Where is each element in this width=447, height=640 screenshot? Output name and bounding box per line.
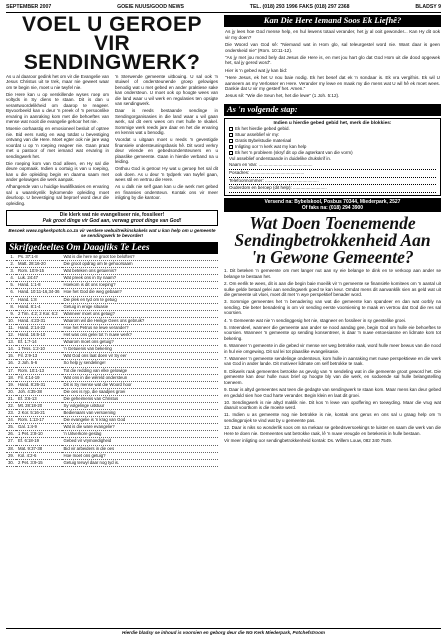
schedule-topic: Wat God ons laat doen vir Sy eer	[62, 353, 219, 360]
schedule-day: 18.	[6, 374, 16, 381]
schedule-row	[6, 339, 218, 346]
form-option[interactable]: Inligting oor 'n kerk wat my kan help	[229, 144, 436, 150]
schedule-topic: Gebed vir vrymoedigheid	[62, 438, 219, 445]
checkbox-icon[interactable]	[229, 145, 233, 149]
schedule-reference: Rom. 10:9-15	[16, 268, 62, 275]
paragraph: 'n Sterwende gemeente uitbouing. U sal ook 'n stuiwel of ondersteunende groep gelowiges benodig wat u met gebed en ander praktiese sake kan ondersteun. U moet ook op hoogte wees van die land waar u wil werk en regulasies ten opsigte van sendingwerk.	[115, 74, 218, 107]
schedule-reference: 2 Pet. 3:9-15	[16, 459, 62, 466]
paragraph: Die roeping kom van God alleen, en Hy sal die deure oopmaak. Indien u oortuig is van u roeping, kan u die opleiding begin en daarna saam met ander gelowiges die werk aanpak.	[6, 160, 109, 183]
schedule-day: 12.	[6, 332, 16, 339]
paragraph: 10. Sendingwerk is nie altyd maklik nie. Dit kos 'n lewe van opoffering en toewyding. Maar die vrug wat daaruit voortkom is die moeite werd.	[224, 399, 441, 411]
schedule-topic: Hoe moet ons getuig?	[62, 452, 219, 459]
schedule-topic: Het was ons gelei tot 'n nuwe werk?	[62, 332, 219, 339]
schedule-reference: Ps. 37:1-8	[16, 254, 62, 261]
paragraph: Voordat u uitgaan moet u reeds 'n gevestigde finansiele ondersteuningsbasis hê. Dit word verkry deur vriende en gebedsondersteuners en u plaaslike gemeente. Gaan in hierdie verband na u leiding.	[115, 137, 218, 165]
paragraph: Afhangende van u huidige kwalifikasies en ervaring sal u waarskynlik bykomende opleiding moet deurloop. U bevestiging sal beproef word deur die opleiding.	[6, 184, 109, 206]
header-date: SEPTEMBER 2007	[6, 4, 52, 10]
schedule-reference: Mt. 28:18-20	[16, 402, 62, 409]
article2-title-line3: 'n Gewone Gemeente?	[251, 247, 414, 268]
schedule-topic: So help jy sendelinge!	[62, 360, 219, 367]
schedule-day: 25.	[6, 424, 16, 431]
schedule-row	[6, 254, 218, 261]
schedule-topic: Bedienaars van versoening	[62, 410, 219, 417]
schedule-reference: Hand. 16:6-10	[16, 332, 62, 339]
schedule-day: 1.	[6, 254, 16, 261]
schedule-reference: 2 Joh. 5-6	[16, 360, 62, 367]
article2-title-line2: Sendingbetrokkenheid Aan	[234, 230, 431, 251]
schedule-day: 26.	[6, 431, 16, 438]
paragraph: Hier is 'n gebed wat jy kan bid:	[225, 67, 288, 73]
schedule-row	[6, 346, 218, 353]
schedule-row	[6, 310, 218, 317]
schedule-day: 5.	[6, 282, 16, 289]
schedule-day: 21.	[6, 395, 16, 402]
schedule-reference: Joh. 4:35-38	[16, 388, 62, 395]
schedule-reference: Ef. 1:7-14	[16, 339, 62, 346]
schedule-row	[6, 360, 218, 367]
paragraph: 3. Sommige gemeentes het 'n benadering van wat die gemeente kan spandeer en dan wat oorbly na sending. Die beter benadering is om vir sending eerste voorsiening te maak en vertrou dat God die res sal voorsien.	[224, 299, 441, 316]
schedule-topic: Wat is die ware evangelie?	[62, 424, 219, 431]
form-title: Indien u hierdie gebed gebid het, merk die blokkies:	[273, 120, 392, 126]
schedule-topic: 'n Uitverkore geslag	[62, 431, 219, 438]
schedule-reference: Luk. 24:47	[16, 275, 62, 282]
schedule-row	[6, 332, 218, 339]
schedule-row	[6, 381, 218, 388]
form-option[interactable]: Stuur asseblief vir my:	[229, 132, 436, 138]
paragraph: 4. 'n Gemeente wat nie 'n sendinggesig het nie, stagneer en fossileer in sy geestelike groei.	[224, 317, 407, 323]
schedule-day: 2.	[6, 261, 16, 268]
form-option[interactable]: Ek het 'n probleem (skryf dit op die agterkant van die vorm)	[229, 150, 436, 156]
header-page-number: BLADSY 9	[415, 4, 441, 10]
schedule-topic: Hoekom is dit ons roeping?	[62, 282, 219, 289]
checkbox-icon[interactable]	[229, 127, 233, 131]
article2-body	[224, 268, 441, 443]
schedule-day: 9.	[6, 310, 16, 317]
response-form	[224, 118, 441, 196]
paragraph: 1. Dit beteken 'n gemeente om met langer nut aan sy eie belange te dink en te verkoop aan ander se belange te bestaan het.	[224, 268, 441, 279]
article-body	[6, 74, 218, 208]
paragraph: Jesus sê: "Wie die Seun het, het die lewe" (1 Joh. 5:12).	[225, 93, 340, 99]
schedule-day: 22.	[6, 402, 16, 409]
quote-box	[6, 210, 218, 226]
content-columns	[6, 15, 441, 627]
form-field-address[interactable]: Posadres: ...........................................	[229, 170, 436, 178]
schedule-row	[6, 388, 218, 395]
header-contact: TEL. (018) 293 1996 FAKS (018) 297 2368	[249, 4, 350, 10]
article-col-2	[115, 74, 218, 208]
schedule-reference: Rom. 10:1-13	[16, 367, 62, 374]
prayer-text	[224, 27, 441, 103]
article-title-line1: VOEL U GEROEP	[22, 13, 202, 36]
schedule-reference: Hand. 8:1-4	[16, 303, 62, 310]
schedule-topic: Sy volgelinge uitstuur	[62, 402, 219, 409]
schedule-row	[6, 275, 218, 282]
schedule-row	[6, 367, 218, 374]
schedule-day: 19.	[6, 381, 16, 388]
schedule-topic: Bid vir arbeiders in die oes	[62, 445, 219, 452]
schedule-reference: 2 Tim. 4:2; 2 Kor. 6:2	[16, 310, 62, 317]
schedule-row	[6, 268, 218, 275]
form-field-age[interactable]: Ouderdom en beroep (dit help): ...........................	[229, 185, 436, 193]
schedule-row	[6, 282, 218, 289]
schedule-row	[6, 459, 218, 466]
schedule-topic: Die geheimenis van Christus	[62, 395, 219, 402]
schedule-day: 16.	[6, 360, 16, 367]
schedule-reference: Hand. 1:1-8	[16, 282, 62, 289]
page-footer: Hierdie bladsy se inhoud is voorsien en geborg deur die NG Kerk Miederpark, Potchefstroom	[6, 628, 441, 636]
schedule-topic: Die evangelie is 'n krag van God	[62, 417, 219, 424]
form-option[interactable]: Ek het hierdie gebed gebid.	[229, 126, 436, 132]
next-step-banner: As 'n volgende stap:	[224, 104, 441, 116]
schedule-reference: Hand. 8:26-31	[16, 381, 62, 388]
schedule-row	[6, 410, 218, 417]
schedule-topic: Die oes is ryp, die saadjies groei	[62, 388, 219, 395]
paragraph: 5. Inteendeel, wanneer die gemeente aan ander se nood aandag gee, begin God om hulle eie behoeftes te voorsien. Wanneer 'n gemeente op sending konsentreer, is daar 'n nuwe entoesiasme en lidmate kom tot bekering.	[224, 324, 441, 341]
schedule-row	[6, 395, 218, 402]
schedule-reference: 2 Kor. 5:16-21	[16, 410, 62, 417]
paragraph: 12. Daar is niks so wonderlik soos om na mekaar se gebedsversoekings te luister en saam die werk van die Here te doen nie. Gemeentes wat betrokke raak, lê 'n nuwe vreugde en betekenis in hulle bestaan.	[224, 425, 441, 436]
paragraph: Moenie oorhaastig en emosioneel besluit of optree nie. Bid eers rustig en wag totdat u bevestiging ontvang van die Here. Moet egter ook nie jare wag voordat u op 'n roeping reageer nie. Gaan praat met u pastoor of met iemand wat ervaring in sendingwerk het.	[6, 126, 109, 159]
paragraph: Daar is reeds bestaande sendinge in Sendingorganisasies in die land waar u wil gaan werk, sal dit eers wees om met hulle te skakel. Sommige werk reeds jare daar en het die ervaring en kennis wat u benodig.	[115, 108, 218, 136]
paragraph: "Here Jesus, ek het U nou baie nodig. Ek het besef dat ek 'n sondaar is. Ek vra vergifnis. Ek wil U aanneem as my Verlosser en Here. Verander my lewe en maak my die mens wat U wil hê ek moet wees. Dankie dat U vir my gesterf het. Amen."	[225, 74, 440, 92]
article-title-line2: VIR SENDINGWERK?	[23, 32, 201, 74]
schedule-reference: Hand. 1:8	[16, 296, 62, 303]
paragraph: 9. Daar is altyd gemeentes wat teen die gedagte van sendingwerk te staan kom. Maar mens kan deur gebed en geduld sien hoe God harte verander. Begin klein en laat dit groei.	[224, 386, 441, 398]
schedule-reference: Hand. 2:14-22	[16, 324, 62, 331]
paragraph: 8. Dikwels raak gemeentes betrokke as gevolg van 'n sendeling wat in die gemeente groot geword het. Die gemeente kan deur hulle nuus brief op hoogte bly van die werk, en sodoende sal hulle belangstelling toeneem.	[224, 368, 441, 385]
paragraph: As u al daaroor gedink het om vir die Evangelie van Jesus Christus uit te trek, maar nie geweet waar om te begin nie, moet u nie twyfel nie.	[6, 74, 109, 90]
form-note: Vul asseblief onderstaande in duidelike drukskrif in.	[229, 156, 332, 162]
schedule-reference: Gal. 1:4-9	[16, 424, 62, 431]
form-field-phone[interactable]: Telefoonnommer: ...........................................	[229, 178, 436, 186]
schedule-row	[6, 317, 218, 324]
form-option[interactable]: Gratis Bybelstudie materiaal	[229, 138, 436, 144]
schedule-day: 8.	[6, 303, 16, 310]
newsletter-page	[6, 4, 441, 636]
left-column	[6, 15, 218, 627]
schedule-row	[6, 289, 218, 296]
right-column	[224, 15, 441, 627]
schedule-row	[6, 374, 218, 381]
paragraph: "As jy met jou mond bely dat Jesus die Here is, en met jou hart glo dat God Hom uit die dood opgewek het, sal jy gered word".	[225, 54, 440, 66]
schedule-row	[6, 303, 218, 310]
schedule-day: 17.	[6, 367, 16, 374]
schedule-row	[6, 402, 218, 409]
send-line-1: Versend na: Bybelskool, Posbus 70344, Miederpark, 2527	[264, 198, 401, 205]
schedule-row	[6, 417, 218, 424]
schedule-topic: Dit is Sy mense wat die Woord hoor	[62, 381, 219, 388]
schedule-day: 15.	[6, 353, 16, 360]
schedule-row	[6, 438, 218, 445]
paragraph: 7. Wanneer 'n gemeente sendelinge ondersteun, kom hulle in aanraking met nuwe perspektiewe en die werk van God in ander lande. Dit motiveer lidmate om self betrokke te raak.	[224, 355, 441, 367]
schedule-day: 30.	[6, 459, 16, 466]
schedule-reference: Fil. 2:9-13	[16, 353, 62, 360]
schedule-topic: Hoe het God die weg gebaan?	[62, 289, 219, 296]
quote-line-1: Die klerk wat nie evangeliseer nie, fossileer!	[59, 211, 165, 218]
schedule-row	[6, 324, 218, 331]
schedule-topic: 'n Getuienis van bekering	[62, 346, 219, 353]
schedule-title: Skrifgedeeltes Om Daagliks Te Lees	[6, 242, 218, 254]
reading-schedule	[6, 254, 218, 467]
paragraph: Die Woord van God sê: "Niemand wat in Hom glo, sal teleurgestel word nie. Want daar is geen onderskeid nie" (Rom. 10:11-12).	[225, 41, 440, 53]
schedule-day: 7.	[6, 296, 16, 303]
schedule-day: 6.	[6, 289, 16, 296]
schedule-reference: Mat. 9:37-38	[16, 445, 62, 452]
form-field-name[interactable]: Naam en Van: ...........................................	[229, 162, 436, 170]
schedule-topic: Getuig in enige situasie	[62, 303, 219, 310]
paragraph: Die Here kan u op verskillende wyses roep om voltyds in Sy diens te staan. Dit is dan u verantwoordelikheid om daarop te reageer. Byvoorbeeld kan u deur 'n preek of 'n persoonlike ervaring in aanraking kom met die behoeftes van mense wat nooit die evangelie gehoor het nie.	[6, 91, 109, 125]
schedule-day: 20.	[6, 388, 16, 395]
schedule-topic: Tot die redding van elke gelowige	[62, 367, 219, 374]
schedule-day: 4.	[6, 275, 16, 282]
paragraph: As jy lees hoe God mense help, en hul lewens totaal verander, het jy al ooit gewonder... Kan Hy dit ook vir my doen?	[225, 29, 440, 40]
paragraph: 6. Wanneer 'n gemeente in die gebed vir mense ver weg betrokke raak, word hulle meer bewus van die nood in hul eie omgewing. Dit sal lei tot plaaslike evangelisasie.	[224, 343, 441, 354]
checkbox-icon[interactable]	[229, 139, 233, 143]
schedule-day: 3.	[6, 268, 16, 275]
schedule-topic: Wat beteken ons getuienis?	[62, 268, 219, 275]
schedule-day: 10.	[6, 317, 16, 324]
schedule-topic: Wanneer moet ons getuig?	[62, 310, 219, 317]
schedule-reference: Hand. 10:11-16,34-36	[18, 289, 60, 295]
schedule-row	[6, 445, 218, 452]
schedule-topic: Waarom moet ons getuig?	[62, 339, 219, 346]
schedule-reference: Kol. 4:2-6	[16, 452, 62, 459]
schedule-topic: Wat ons in die wêreld ondersteun	[62, 374, 219, 381]
schedule-reference: 1 Pet. 2:8-10	[16, 431, 62, 438]
schedule-day: 14.	[6, 346, 16, 353]
send-line-2: Of faks na: (018) 294 3900	[301, 204, 364, 211]
paragraph: 2. Om eerlik te wees, dit is aan die begin baie moeilik vir 'n gemeente se finansiële komitees om 'n aantal uit sulke gelde betaal gelei aan sendingwerk goed te kan keur. Omdat mens dit aanvanklik sien as geld wat uit die gemeente uit vloei, moet dit met 'n wye perspektief benader word.	[224, 280, 441, 298]
paragraph: As u dalk nie self gaan kan u die werk met gebed en finansies ondersteun. Kontak ons vir meer inligting by die kantoor.	[115, 184, 218, 201]
checkbox-icon[interactable]	[229, 151, 233, 155]
paragraph: Vir meer inligting oor sendingbetrokkenheid kontak: Ds. Willem Louw, 082 340 7549.	[224, 437, 393, 443]
article-col-1	[6, 74, 109, 208]
quote-line-2: Pak groot dinge vir God aan, verwag groot dinge van God!	[42, 217, 182, 224]
schedule-day: 24.	[6, 417, 16, 424]
paragraph: Onthou God is getrou! Hy wat u geroep het sal dit ook doen. As u deur 'n tydperk van twyfel gaan, wees stil en vertrou die Here.	[115, 166, 218, 183]
schedule-row	[6, 261, 218, 268]
schedule-reference: Ef. 3:6-13	[16, 395, 62, 402]
header-publication: GOEIE NUUS/GOOD NEWS	[117, 4, 184, 10]
schedule-reference: Ef. 6:18-19	[16, 438, 62, 445]
schedule-row	[6, 431, 218, 438]
schedule-reference: 1 Tess. 1:2-10	[16, 346, 62, 353]
schedule-row	[6, 296, 218, 303]
send-address	[224, 198, 441, 212]
schedule-topic: Die plek en tyd om te getuig	[62, 296, 219, 303]
schedule-topic: Wat preek ons in Sy naam?	[62, 275, 219, 282]
schedule-reference: Hand. 4:23-31	[16, 317, 62, 324]
schedule-row	[6, 452, 218, 459]
article2-title	[224, 215, 441, 266]
schedule-body	[6, 254, 218, 466]
schedule-topic: Hoe het Petrus se lewe verander?	[62, 324, 219, 331]
schedule-row	[6, 424, 218, 431]
schedule-topic: Die groot opdrag om te gehoorsaam	[62, 261, 219, 268]
schedule-day: 23.	[6, 410, 16, 417]
page-header	[6, 4, 441, 13]
article2-title-line1: Wat Doen Toenemende	[249, 213, 416, 234]
schedule-reference: Matt. 28:16-20	[16, 261, 62, 268]
schedule-topic: Waarom wil die Heilige Gees ons gebruik?	[62, 317, 219, 324]
schedule-day: 11.	[6, 324, 16, 331]
paragraph: 11. Indien u as gemeente nog nie betrokke is nie, kontak ons gerus en ons sal u graag help om 'n sendingprojek te vind wat by u gemeente pas.	[224, 412, 441, 423]
schedule-reference: Fil. 4:14-19	[16, 374, 62, 381]
schedule-row	[6, 353, 218, 360]
schedule-topic: Wat is die here se groot toe beloftes?	[62, 254, 219, 261]
website-notice: Besoek www.ngkerkpotch.co.za vir verdere webuitreikinskakels wat u kan help om u gemeente se sendingwerk te bevorder!	[8, 227, 216, 239]
prayer-banner: Kan Die Here Iemand Soos Ek Liefhê?	[224, 15, 441, 27]
schedule-topic: Getuig terwyl daar nog tyd is.	[62, 459, 219, 466]
schedule-day: 27.	[6, 438, 16, 445]
schedule-reference: Rom. 1:13-17	[16, 417, 62, 424]
schedule-day: 13.	[6, 339, 16, 346]
checkbox-icon[interactable]	[229, 133, 233, 137]
schedule-day: 28.	[6, 445, 16, 452]
schedule-day: 29.	[6, 452, 16, 459]
